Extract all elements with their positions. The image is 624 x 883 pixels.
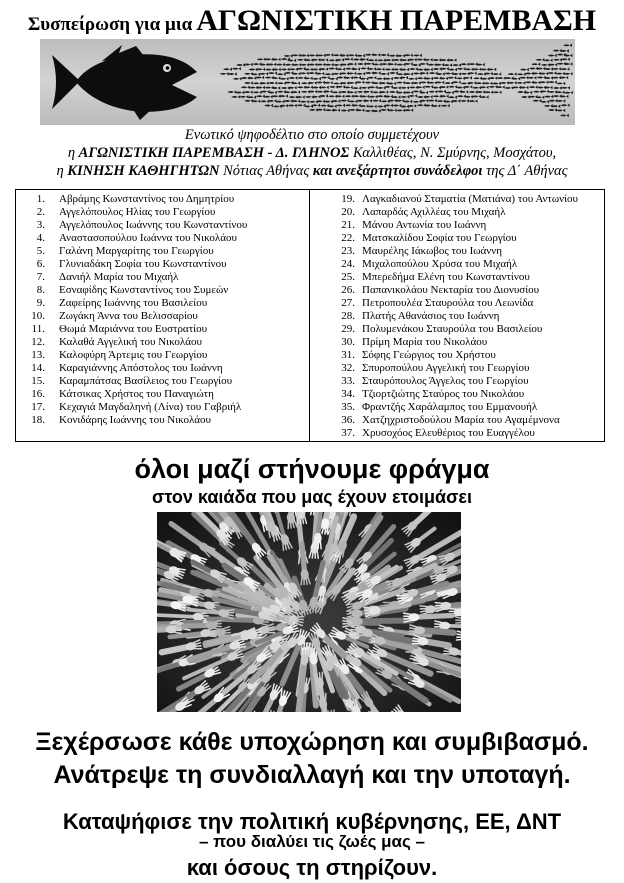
candidate-name: Θωμά Μαριάννα του Ευστρατίου — [59, 323, 208, 335]
candidate-name: Λαγκαδιανού Σταματία (Ματιάνα) του Αντωνίου — [362, 193, 578, 205]
candidate-name: Τζιορτζιώτης Σταύρος του Νικολάου — [362, 388, 525, 400]
candidate-number: 13. — [31, 349, 45, 361]
independent-colleagues: και ανεξάρτητοι συνάδελφοι — [312, 163, 483, 179]
candidate-number: 6. — [36, 258, 45, 270]
candidate-number: 3. — [36, 219, 45, 231]
slogan-main: όλοι μαζί στήνουμε φράγμα — [134, 454, 490, 484]
candidate-item — [310, 349, 604, 362]
candidate-name: Μαυρέλης Ιάκωβος του Ιωάννη — [362, 245, 502, 257]
leaflet-title — [0, 4, 624, 43]
intro-line-2-lead: η — [67, 145, 76, 161]
candidate-number: 12. — [31, 336, 45, 348]
candidate-number: 21. — [341, 219, 355, 231]
candidate-item — [310, 362, 604, 375]
candidate-number: 18. — [31, 414, 45, 426]
candidate-name: Καλοφύρη Άρτεμις του Γεωργίου — [59, 349, 208, 361]
candidate-number: 24. — [341, 258, 355, 270]
fish-school-banner — [40, 39, 575, 125]
candidate-item — [16, 297, 309, 310]
candidate-name: Σταυρόπουλος Άγγελος του Γεωργίου — [362, 375, 529, 387]
candidate-number: 36. — [341, 414, 355, 426]
candidate-name: Καραμπάτσας Βασίλειος του Γεωργίου — [59, 375, 233, 387]
candidate-item — [16, 271, 309, 284]
candidate-number: 7. — [36, 271, 45, 283]
candidate-number: 33. — [341, 375, 355, 387]
candidate-name: Καλαθά Αγγελική του Νικολάου — [59, 336, 202, 348]
candidate-item — [310, 193, 604, 206]
candidate-name: Μάνου Αντωνία του Ιωάννη — [362, 219, 487, 231]
candidate-name: Ματσκαλίδου Σοφία του Γεωργίου — [362, 232, 517, 244]
title-main: ΑΓΩΝΙΣΤΙΚΗ ΠΑΡΕΜΒΑΣΗ — [196, 4, 597, 37]
group-areas: Καλλιθέας, Ν. Σμύρνης, Μοσχάτου, — [353, 145, 557, 161]
candidate-item — [16, 193, 309, 206]
candidate-name: Πρίμη Μαρία του Νικολάου — [362, 336, 488, 348]
vote-line-2: – που διαλύει τις ζωές μας – — [198, 832, 426, 851]
candidate-name: Πολυμενάκου Σταυρούλα του Βασιλείου — [362, 323, 543, 335]
candidate-name: Γλυνιαδάκη Σοφία του Κωνσταντίνου — [59, 258, 227, 270]
candidate-number: 22. — [341, 232, 355, 244]
candidate-item — [310, 401, 604, 414]
candidate-number: 9. — [36, 297, 45, 309]
candidate-list-left — [16, 190, 310, 441]
candidate-number: 15. — [31, 375, 45, 387]
candidate-name: Παπανικολάου Νεκταρία του Διονυσίου — [362, 284, 540, 296]
group-agonistiki-paremvasi: ΑΓΩΝΙΣΤΙΚΗ ΠΑΡΕΜΒΑΣΗ - Δ. ΓΛΗΝΟΣ — [78, 145, 350, 161]
title-prefix: Συσπείρωση για μια — [27, 14, 193, 35]
candidate-item — [16, 323, 309, 336]
candidate-name: Ζαφείρης Ιωάννης του Βασιλείου — [59, 297, 208, 309]
vote-line-1: Καταψήφισε την πολιτική κυβέρνησης, ΕΕ, ΔΝΤ — [62, 809, 562, 834]
candidate-name: Αναστασοπούλου Ιωάννα του Νικολάου — [59, 232, 237, 244]
candidate-item — [310, 336, 604, 349]
candidate-number: 29. — [341, 323, 355, 335]
candidate-number: 25. — [341, 271, 355, 283]
candidate-item — [16, 414, 309, 427]
candidate-number: 8. — [36, 284, 45, 296]
candidate-number: 30. — [341, 336, 355, 348]
group-region: Νότιας Αθήνας — [223, 163, 310, 179]
candidate-name: Φραντζής Χαράλαμπος του Εμμανουήλ — [362, 401, 538, 413]
candidate-number: 4. — [36, 232, 45, 244]
intro-line-3-lead: η — [56, 163, 64, 179]
ballot-intro — [0, 126, 624, 180]
candidate-name: Σόφης Γεώργιος του Χρήστου — [362, 349, 496, 361]
intro-line-2 — [0, 144, 624, 162]
candidate-number: 16. — [31, 388, 45, 400]
call-line-1: Ξεχέρσωσε κάθε υποχώρηση και συμβιβασμό. — [35, 728, 589, 756]
candidate-name: Δανιήλ Μαρία του Μιχαήλ — [59, 271, 179, 283]
candidate-item — [310, 258, 604, 271]
candidate-item — [310, 310, 604, 323]
candidate-number: 23. — [341, 245, 355, 257]
candidate-item — [310, 427, 604, 440]
candidate-name: Ζωγάκη Άννα του Βελισσαρίου — [59, 310, 198, 322]
candidate-item — [310, 219, 604, 232]
candidate-name: Μπερεδήμα Ελένη του Κωνσταντίνου — [362, 271, 530, 283]
candidate-item — [16, 284, 309, 297]
candidate-number: 1. — [36, 193, 45, 205]
candidate-number: 28. — [341, 310, 355, 322]
group-kinisi-kathigiton: ΚΙΝΗΣΗ ΚΑΘΗΓΗΤΩΝ — [67, 163, 220, 179]
candidate-item — [16, 336, 309, 349]
candidate-name: Αγγελόπουλος Ηλίας του Γεωργίου — [59, 206, 216, 218]
candidate-item — [310, 206, 604, 219]
candidate-number: 26. — [341, 284, 355, 296]
candidate-item — [16, 401, 309, 414]
candidate-number: 32. — [341, 362, 355, 374]
candidate-number: 31. — [341, 349, 355, 361]
candidate-item — [16, 362, 309, 375]
candidate-number: 20. — [341, 206, 355, 218]
candidate-item — [16, 219, 309, 232]
call-line-2: Ανάτρεψε τη συνδιαλλαγή και την υποταγή. — [53, 761, 571, 789]
candidate-item — [16, 258, 309, 271]
candidate-number: 2. — [36, 206, 45, 218]
candidate-list-box — [15, 189, 605, 442]
raised-hands-photo — [157, 512, 461, 712]
candidate-name: Εσναφίδης Κωνσταντίνος του Συμεών — [59, 284, 229, 296]
candidate-name: Πετροπουλέα Σταυρούλα του Λεωνίδα — [362, 297, 534, 309]
candidate-name: Αβράμης Κωνσταντίνος του Δημητρίου — [59, 193, 235, 205]
candidate-item — [16, 245, 309, 258]
intro-line-1: Ενωτικό ψηφοδέλτιο στο οποίο συμμετέχουν — [184, 127, 440, 143]
candidate-number: 10. — [31, 310, 45, 322]
candidate-item — [310, 284, 604, 297]
candidate-number: 17. — [31, 401, 45, 413]
candidate-item — [310, 271, 604, 284]
candidate-number: 35. — [341, 401, 355, 413]
candidate-number: 27. — [341, 297, 355, 309]
candidate-name: Κονιδάρης Ιωάννης του Νικολάου — [59, 414, 212, 426]
candidate-item — [310, 297, 604, 310]
candidate-item — [16, 206, 309, 219]
candidate-name: Μιχαλοπούλου Χρύσα του Μιχαήλ — [362, 258, 518, 270]
slogan-sub: στον καιάδα που μας έχουν ετοιμάσει — [152, 487, 472, 507]
candidate-item — [310, 245, 604, 258]
candidate-number: 37. — [341, 427, 355, 439]
intro-line-3 — [0, 162, 624, 180]
candidate-item — [16, 375, 309, 388]
vote-line-3: και όσους τη στηρίζουν. — [186, 855, 438, 880]
candidate-name: Χατζηχριστοδούλου Μαρία του Αγαμέμνονα — [362, 414, 560, 426]
candidate-item — [310, 388, 604, 401]
candidate-number: 11. — [31, 323, 45, 335]
district-label: της Δ΄ Αθήνας — [486, 163, 568, 179]
candidate-item — [310, 375, 604, 388]
candidate-item — [16, 349, 309, 362]
candidate-name: Λαπαρδάς Αχιλλέας του Μιχαήλ — [362, 206, 506, 218]
candidate-number: 5. — [36, 245, 45, 257]
candidate-item — [16, 310, 309, 323]
candidate-number: 19. — [341, 193, 355, 205]
candidate-name: Γαλάνη Μαργαρίτης του Γεωργίου — [59, 245, 214, 257]
candidate-name: Κεχαγιά Μαγδαληνή (Λίνα) του Γαβριήλ — [59, 401, 242, 413]
candidate-item — [310, 414, 604, 427]
candidate-item — [310, 232, 604, 245]
candidate-list-right — [310, 190, 604, 441]
candidate-item — [310, 323, 604, 336]
candidate-name: Καραγιάννης Απόστολος του Ιωάννη — [59, 362, 223, 374]
candidate-name: Πλατής Αθανάσιος του Ιωάννη — [362, 310, 500, 322]
candidate-item — [16, 232, 309, 245]
candidate-name: Κάτσικας Χρήστος του Παναγιώτη — [59, 388, 214, 400]
candidate-name: Χρυσοχόος Ελευθέριος του Ευαγγέλου — [362, 427, 535, 439]
candidate-name: Σπυροπούλου Αγγελική του Γεωργίου — [362, 362, 530, 374]
candidate-number: 14. — [31, 362, 45, 374]
candidate-item — [16, 388, 309, 401]
candidate-name: Αγγελόπουλος Ιωάννης του Κωνσταντίνου — [59, 219, 248, 231]
candidate-number: 34. — [341, 388, 355, 400]
